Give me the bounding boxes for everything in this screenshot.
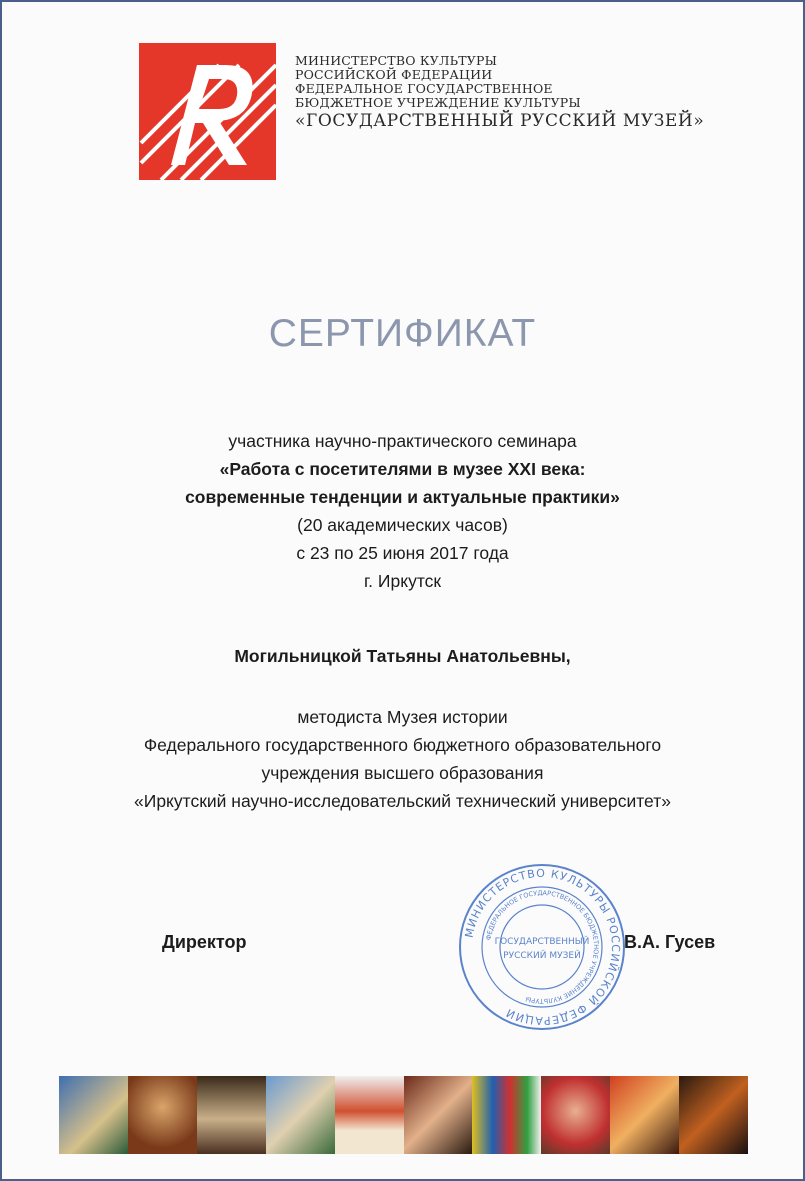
artwork-thumbnail — [197, 1076, 266, 1154]
artwork-thumbnail — [335, 1076, 404, 1154]
seminar-title-line-1: «Работа с посетителями в музее XXI века: — [219, 459, 586, 479]
position-line-4: «Иркутский научно-исследовательский технический университет» — [134, 791, 671, 811]
artwork-thumbnail — [472, 1076, 541, 1154]
org-line: ФЕДЕРАЛЬНОЕ ГОСУДАРСТВЕННОЕ — [295, 81, 553, 96]
org-name: «ГОСУДАРСТВЕННЫЙ РУССКИЙ МУЗЕЙ» — [295, 111, 705, 131]
artwork-thumbnail — [266, 1076, 335, 1154]
hours-text: (20 академических часов) — [297, 515, 508, 535]
signature-name: В.А. Гусев — [624, 932, 716, 952]
position-block — [2, 703, 803, 815]
official-stamp — [457, 862, 627, 1032]
artwork-thumbnail — [541, 1076, 610, 1154]
artwork-thumbnail — [679, 1076, 748, 1154]
stamp-outer-text: МИНИСТЕРСТВО КУЛЬТУРЫ РОССИЙСКОЙ ФЕДЕРАЦИИ — [462, 866, 623, 1028]
position-line-2: Федерального государственного бюджетного образовательного — [143, 735, 662, 755]
russian-museum-logo — [139, 43, 276, 180]
artwork-strip — [59, 1076, 748, 1154]
org-line: РОССИЙСКОЙ ФЕДЕРАЦИИ — [295, 67, 493, 82]
org-line: МИНИСТЕРСТВО КУЛЬТУРЫ — [295, 53, 498, 68]
stamp-center-line-1: ГОСУДАРСТВЕННЫЙ — [494, 937, 590, 947]
stamp-center-line-2: РУССКИЙ МУЗЕЙ — [503, 951, 581, 961]
recipient-name: Могильницкой Татьяны Анатольевны, — [234, 646, 571, 666]
dates-text: с 23 по 25 июня 2017 года — [296, 543, 509, 563]
org-line: БЮДЖЕТНОЕ УЧРЕЖДЕНИЕ КУЛЬТУРЫ — [295, 95, 581, 110]
organization-header — [295, 54, 704, 132]
artwork-thumbnail — [128, 1076, 197, 1154]
position-line-1: методиста Музея истории — [297, 707, 508, 727]
artwork-thumbnail — [610, 1076, 679, 1154]
seminar-title-line-2: современные тенденции и актуальные практики» — [185, 487, 620, 507]
signature-role: Директор — [162, 932, 247, 952]
certificate-title: СЕРТИФИКАТ — [268, 312, 537, 355]
stamp-inner-text: ФЕДЕРАЛЬНОЕ ГОСУДАРСТВЕННОЕ БЮДЖЕТНОЕ УЧРЕЖДЕНИЕ КУЛЬТУРЫ — [484, 888, 601, 1006]
seminar-block — [2, 427, 803, 595]
position-line-3: учреждения высшего образования — [261, 763, 544, 783]
artwork-thumbnail — [59, 1076, 128, 1154]
artwork-thumbnail — [404, 1076, 473, 1154]
participant-of-text: участника научно-практического семинара — [228, 431, 577, 451]
city-text: г. Иркутск — [363, 571, 442, 591]
